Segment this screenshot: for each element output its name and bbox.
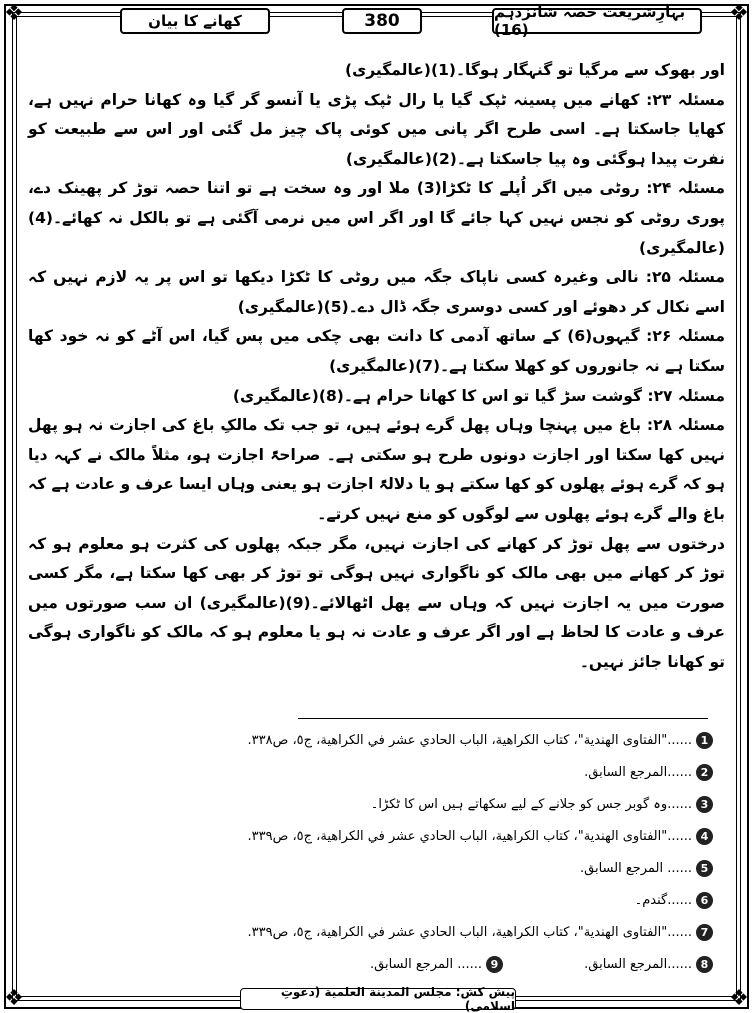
chapter-title: کھانے کا بیان: [120, 8, 270, 34]
footnote-item: [584, 764, 713, 781]
paragraph: مسئلہ ۲۳: کھانے میں پسینہ ٹپک گیا یا رال ٹپک پڑی یا آنسو گر گیا وہ کھانا حرام نہیں ہے، کھایا جاسکتا ہے۔ اسی طرح اگر پانی میں کوئی پاک چیز مل گئی اور اس سے طبیعت کو نفرت پیدا ہوگئی وہ پیا جاسکتا ہے۔(2)(عالمگیری): [28, 90, 725, 168]
footnote-item: [248, 828, 713, 845]
publisher-footer: پیش کش: مجلس المدينة العلمية (دعوتِ اسلامی): [240, 988, 516, 1010]
paragraph: مسئلہ ۲۴: روٹی میں اگر اُپلے کا ٹکڑا(3) ملا اور وہ سخت ہے تو اتنا حصہ توڑ کر پھینک دے، پوری روٹی کو نجس نہیں کہا جائے گا اور اگر اس میں نرمی آگئی ہے تو بالکل نہ کھائے۔(4)(عالمگیری): [28, 179, 725, 257]
footnote-text: ...... المرجع السابق.: [370, 957, 482, 972]
footnote-number: 9: [486, 956, 503, 973]
footnote-number: 7: [696, 924, 713, 941]
footnote-text: ......وہ گوبر جس کو جلانے کے لیے سکھاتے ہیں اس کا ٹکڑا۔: [370, 797, 692, 812]
footnote-text: ......المرجع السابق.: [584, 765, 692, 780]
paragraph: درختوں سے پھل توڑ کر کھانے کی اجازت نہیں، مگر جبکہ پھلوں کی کثرت ہو معلوم ہو کہ توڑ کر کھانے میں بھی مالک کو ناگواری نہیں ہوگی تو توڑ کر بھی کھا سکتا ہے، مگر کسی صورت میں یہ اجازت نہیں کہ وہاں سے پھل اٹھالائے۔(9)(عالمگیری) ان سب صورتوں میں عرف و عادت کا لحاظ ہے اور اگر عرف و عادت نہ ہو یا معلوم ہو کہ مالک کو ناگواری ہوگی تو کھانا جائز نہیں۔: [28, 534, 725, 671]
ornament-icon: ❖: [4, 1, 24, 26]
footnote-text: ......"الفتاوى الهندية"، كتاب الكراهية، الباب الحادي عشر في الكراهية، ج٥، ص٣٣٩.: [247, 829, 692, 844]
page-header: [24, 3, 729, 39]
paragraph: اور بھوک سے مرگیا تو گنہگار ہوگا۔(1)(عالمگیری): [345, 61, 725, 79]
footnote-number: 4: [696, 828, 713, 845]
paragraph: مسئلہ ۲۷: گوشت سڑ گیا تو اس کا کھانا حرام ہے۔(8)(عالمگیری): [232, 386, 725, 405]
ornament-icon: ❖: [4, 986, 24, 1011]
footnote-text: ......گندم۔: [634, 893, 692, 908]
footnote-number: 8: [696, 956, 713, 973]
footnote-number: 1: [696, 732, 713, 749]
footnote-text: ......"الفتاوى الهندية"، كتاب الكراهية، الباب الحادي عشر في الكراهية، ج٥، ص٣٣٩.: [247, 925, 692, 940]
footnote-item: [580, 860, 713, 877]
body-text: [28, 56, 725, 677]
paragraph: مسئلہ ۲۸: باغ میں پہنچا وہاں پھل گرے ہوئے ہیں، تو جب تک مالکِ باغ کی اجازت نہ ہو پھل نہیں کھا سکتا اور اجازت دونوں طرح ہو سکتی ہے۔ صراحۃً اجازت ہو، مثلاً مالک نے کہہ دیا ہو کہ گرے ہوئے پھلوں کو کھا سکتے ہو یا دلالۃً اجازت ہو یعنی وہاں ایسا عرف و عادت ہے کہ باغ والے گرے ہوئے پھلوں سے لوگوں کو منع نہیں کرتے۔: [28, 416, 725, 523]
ornament-icon: ❖: [729, 1, 749, 26]
footnote-divider: [298, 718, 708, 719]
footnote-text: ......المرجع السابق.: [584, 957, 692, 972]
footnote-item: [371, 796, 713, 813]
footnote-number: 2: [696, 764, 713, 781]
paragraph: مسئلہ ۲۵: نالی وغیرہ کسی ناپاک جگہ میں روٹی کا ٹکڑا دیکھا تو اس پر یہ لازم نہیں کہ اسے نکال کر دھوئے اور کسی دوسری جگہ ڈال دے۔(5)(عالمگیری): [28, 268, 725, 316]
footnote-text: ...... المرجع السابق.: [580, 861, 692, 876]
footnote-number: 6: [696, 892, 713, 909]
footnote-item: [248, 924, 713, 941]
book-title: بہارِشریعت حصہ شانزدہم (16): [492, 8, 702, 34]
ornament-icon: ❖: [729, 986, 749, 1011]
footnote-item: [584, 956, 713, 973]
footnote-item: [635, 892, 713, 909]
footnote-item: [248, 732, 713, 749]
footnote-number: 3: [696, 796, 713, 813]
paragraph: مسئلہ ۲۶: گیہوں(6) کے ساتھ آدمی کا دانت بھی چکی میں پس گیا، اس آٹے کو نہ خود کھا سکتا ہے نہ جانوروں کو کھلا سکتا ہے۔(7)(عالمگیری): [28, 327, 725, 375]
footnote-item: [370, 956, 503, 973]
footnote-number: 5: [696, 860, 713, 877]
page-number: 380: [342, 8, 422, 34]
footnote-text: ......"الفتاوى الهندية"، كتاب الكراهية، الباب الحادي عشر في الكراهية، ج٥، ص٣٣٨.: [247, 733, 692, 748]
